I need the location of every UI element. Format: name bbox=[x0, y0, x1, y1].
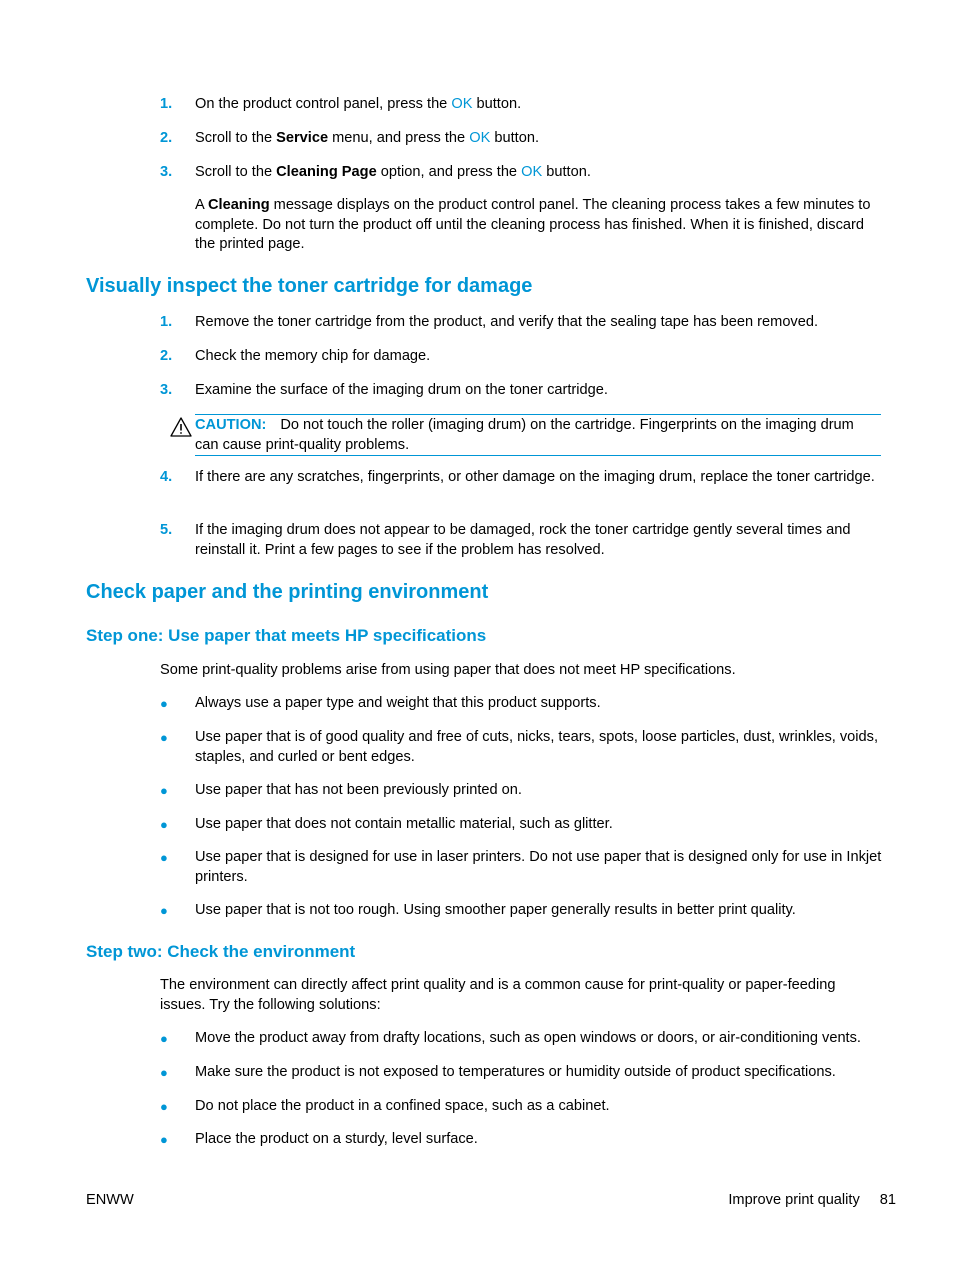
ok-button-reference: OK bbox=[521, 164, 543, 180]
section-heading-inspect: Visually inspect the toner cartridge for damage bbox=[86, 275, 533, 297]
step-two-intro: The environment can directly affect print quality and is a common cause for print-quality or paper-feeding issues. Try the following solutions: bbox=[160, 977, 836, 1013]
bullet-dot-icon: ● bbox=[160, 1031, 168, 1046]
intro-step-1: On the product control panel, press the OK button. bbox=[195, 96, 522, 112]
inspect-step-3: Examine the surface of the imaging drum on the toner cartridge. bbox=[195, 382, 608, 398]
list-item: Use paper that is of good quality and free of cuts, nicks, tears, spots, loose particles, dust, wrinkles, voids, staples, and curled or bent edges. bbox=[195, 729, 878, 765]
inspect-step-2: Check the memory chip for damage. bbox=[195, 348, 431, 364]
step-number: 1. bbox=[160, 314, 173, 330]
bullet-dot-icon: ● bbox=[160, 1065, 168, 1080]
subheading-step-one: Step one: Use paper that meets HP specifications bbox=[86, 626, 487, 645]
cleaning-note: A Cleaning message displays on the product control panel. The cleaning process takes a few minutes to complete. Do not turn the product off until the cleaning process has finished. When it is finished, discard the printed page. bbox=[195, 197, 871, 252]
bullet-dot-icon: ● bbox=[160, 850, 168, 865]
step-number: 5. bbox=[160, 522, 173, 538]
inspect-step-5: If the imaging drum does not appear to be damaged, rock the toner cartridge gently several times and reinstall it. Print a few pages to see if the problem has resolved. bbox=[195, 522, 851, 558]
step-number: 1. bbox=[160, 96, 173, 112]
bullet-dot-icon: ● bbox=[160, 783, 168, 798]
warning-triangle-icon bbox=[170, 417, 192, 437]
caution-box bbox=[195, 414, 881, 456]
step-one-intro: Some print-quality problems arise from using paper that does not meet HP specifications. bbox=[160, 662, 736, 678]
list-item: Use paper that has not been previously printed on. bbox=[195, 782, 522, 798]
intro-step-3: Scroll to the Cleaning Page option, and press the OK button. bbox=[195, 164, 591, 180]
list-item: Use paper that does not contain metallic material, such as glitter. bbox=[195, 816, 613, 832]
subheading-step-two: Step two: Check the environment bbox=[86, 942, 356, 961]
bullet-dot-icon: ● bbox=[160, 817, 168, 832]
step-number: 2. bbox=[160, 130, 173, 146]
bullet-dot-icon: ● bbox=[160, 903, 168, 918]
page-number: 81 bbox=[879, 1192, 896, 1208]
bullet-dot-icon: ● bbox=[160, 730, 168, 745]
inspect-step-1: Remove the toner cartridge from the product, and verify that the sealing tape has been removed. bbox=[195, 314, 819, 330]
ok-button-reference: OK bbox=[451, 96, 473, 112]
step-number: 3. bbox=[160, 164, 173, 180]
list-item: Always use a paper type and weight that this product supports. bbox=[195, 695, 601, 711]
list-item: Do not place the product in a confined space, such as a cabinet. bbox=[195, 1098, 610, 1114]
inspect-step-4: If there are any scratches, fingerprints, or other damage on the imaging drum, replace the toner cartridge. bbox=[195, 469, 875, 485]
step-number: 2. bbox=[160, 348, 173, 364]
ok-button-reference: OK bbox=[469, 130, 491, 146]
footer-section bbox=[728, 1192, 896, 1208]
section-heading-paper: Check paper and the printing environment bbox=[86, 581, 489, 603]
footer-locale: ENWW bbox=[86, 1192, 134, 1208]
bullet-dot-icon: ● bbox=[160, 1132, 168, 1147]
list-item: Make sure the product is not exposed to temperatures or humidity outside of product specifications. bbox=[195, 1064, 836, 1080]
intro-step-2: Scroll to the Service menu, and press the OK button. bbox=[195, 130, 539, 146]
list-item: Place the product on a sturdy, level surface. bbox=[195, 1131, 478, 1147]
list-item: Use paper that is designed for use in laser printers. Do not use paper that is designed only for use in Inkjet printers. bbox=[195, 849, 882, 885]
list-item: Move the product away from drafty locations, such as open windows or doors, or air-conditioning vents. bbox=[195, 1030, 861, 1046]
caution-text: Do not touch the roller (imaging drum) on the cartridge. Fingerprints on the imaging drum can cause print-quality problems. bbox=[195, 417, 854, 453]
step-number: 4. bbox=[160, 469, 173, 485]
step-number: 3. bbox=[160, 382, 173, 398]
footer-section-title: Improve print quality bbox=[728, 1192, 860, 1208]
list-item: Use paper that is not too rough. Using smoother paper generally results in better print quality. bbox=[195, 902, 796, 918]
bullet-dot-icon: ● bbox=[160, 696, 168, 711]
bullet-dot-icon: ● bbox=[160, 1099, 168, 1114]
caution-label: CAUTION: bbox=[195, 417, 267, 433]
